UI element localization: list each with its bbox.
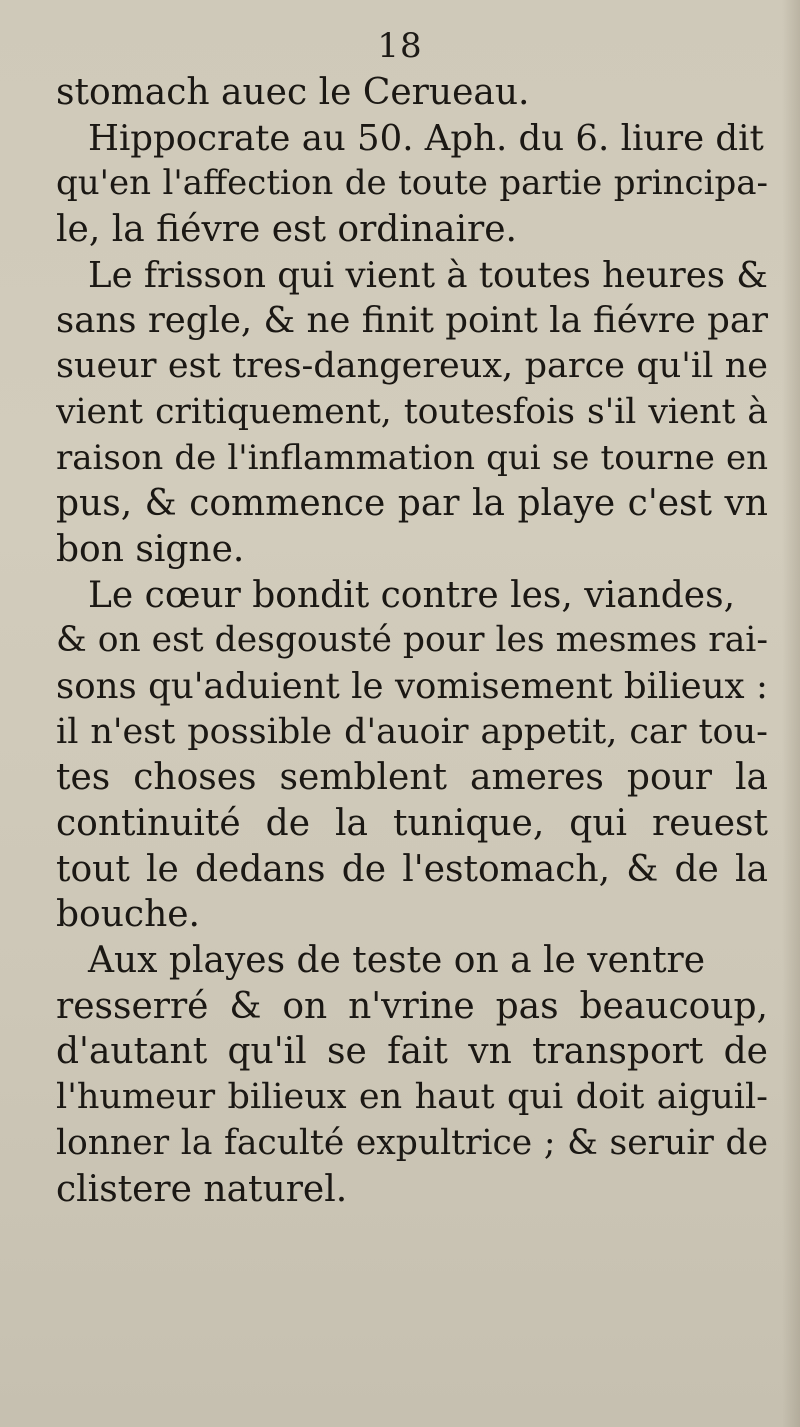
text-line: sueur est tres-dangereux, parce qu'il ne xyxy=(56,346,768,387)
text-line: & on est desgousté pour les mesmes rai- xyxy=(56,620,768,661)
text-line: pus, & commence par la playe c'est vn xyxy=(56,483,768,525)
text-line: tes choses semblent ameres pour la xyxy=(56,757,768,799)
page-number: 18 xyxy=(377,26,423,66)
text-line: raison de l'inflammation qui se tourne en xyxy=(56,437,768,478)
text-line: Le frisson qui vient à toutes heures & xyxy=(88,254,768,296)
text-line: resserré & on n'vrine pas beaucoup, xyxy=(56,985,768,1027)
text-line: Aux playes de teste on a le ventre xyxy=(88,940,706,982)
text-line: Le cœur bondit contre les, viandes, xyxy=(88,574,736,616)
text-line: lonner la faculté expultrice ; & seruir de xyxy=(56,1122,768,1163)
text-line: il n'est possible d'auoir appetit, car tou- xyxy=(56,711,768,752)
text-line: l'humeur bilieux en haut qui doit aiguil- xyxy=(56,1077,768,1118)
text-line: bon signe. xyxy=(56,528,245,570)
text-line: sans regle, & ne finit point la fiévre par xyxy=(56,300,768,342)
text-line: tout le dedans de l'estomach, & de la xyxy=(56,848,768,890)
text-line: bouche. xyxy=(56,894,200,936)
text-line: d'autant qu'il se fait vn transport de xyxy=(56,1031,768,1073)
body-text xyxy=(56,70,768,1212)
text-line: clistere naturel. xyxy=(56,1168,348,1210)
text-line: sons qu'aduient le vomisement bilieux : xyxy=(56,665,768,707)
text-line: Hippocrate au 50. Aph. du 6. liure dit xyxy=(88,117,764,159)
text-line: vient critiquement, toutesfois s'il vient à xyxy=(56,391,768,432)
text-line: stomach auec le Cerueau. xyxy=(56,72,530,113)
text-line: continuité de la tunique, qui reuest xyxy=(56,803,768,844)
text-line: le, la fiévre est ordinaire. xyxy=(56,209,517,251)
text-line: qu'en l'affection de toute partie principa- xyxy=(56,163,768,204)
